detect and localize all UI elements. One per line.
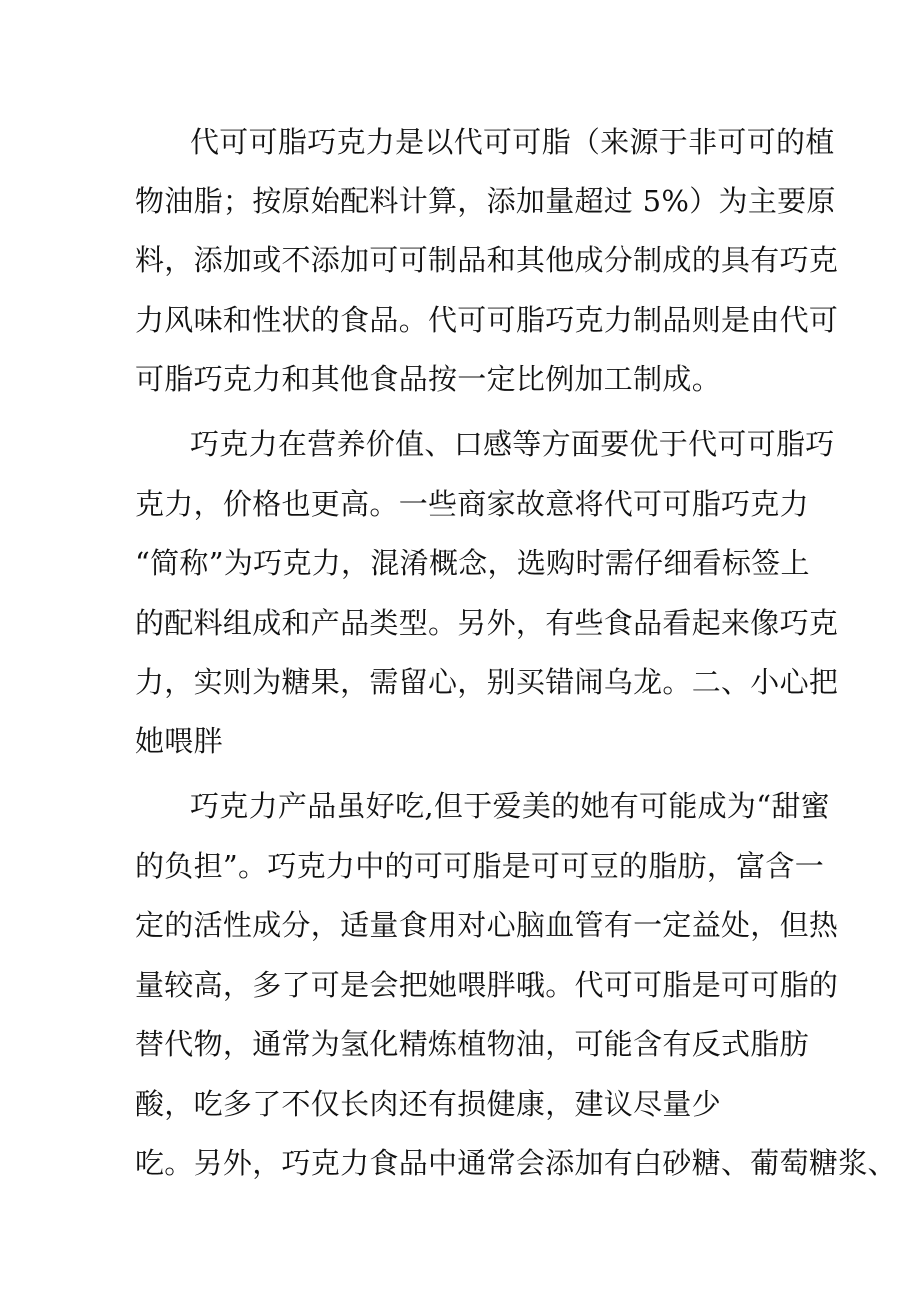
paragraph-line: 替代物，通常为氢化精炼植物油，可能含有反式脂肪 — [135, 1027, 809, 1061]
paragraph-line: 吃。另外，巧克力食品中通常会添加有白砂糖、葡萄糖浆、 — [135, 1146, 897, 1180]
paragraph-line: 的负担”。巧克力中的可可脂是可可豆的脂肪，富含一 — [135, 849, 825, 883]
paragraph-line: “简称”为巧克力，混淆概念，选购时需仔细看标签上 — [135, 546, 810, 580]
paragraph-line: 的配料组成和产品类型。另外，有些食品看起来像巧克 — [135, 606, 839, 640]
paragraph-line: 巧克力产品虽好吃,但于爱美的她有可能成为“甜蜜 — [190, 789, 830, 823]
paragraph-line: 她喂胖 — [135, 724, 223, 758]
paragraph-line: 物油脂；按原始配料计算，添加量超过 5%）为主要原 — [135, 184, 836, 218]
paragraph-line: 酸，吃多了不仅长肉还有损健康，建议尽量少 — [135, 1087, 722, 1121]
paragraph-line: 量较高，多了可是会把她喂胖哦。代可可脂是可可脂的 — [135, 968, 839, 1002]
paragraph-line: 代可可脂巧克力是以代可可脂（来源于非可可的植 — [190, 125, 835, 159]
paragraph-line: 定的活性成分，适量食用对心脑血管有一定益处，但热 — [135, 908, 839, 942]
paragraph-line: 可脂巧克力和其他食品按一定比例加工制成。 — [135, 362, 722, 396]
paragraph-line: 克力，价格也更高。一些商家故意将代可可脂巧克力 — [135, 487, 809, 521]
paragraph-line: 力风味和性状的食品。代可可脂巧克力制品则是由代可 — [135, 303, 839, 337]
paragraph-line: 巧克力在营养价值、口感等方面要优于代可可脂巧 — [190, 427, 835, 461]
paragraph-line: 力，实则为糖果，需留心，别买错闹乌龙。二、小心把 — [135, 665, 839, 699]
paragraph-line: 料，添加或不添加可可制品和其他成分制成的具有巧克 — [135, 243, 839, 277]
